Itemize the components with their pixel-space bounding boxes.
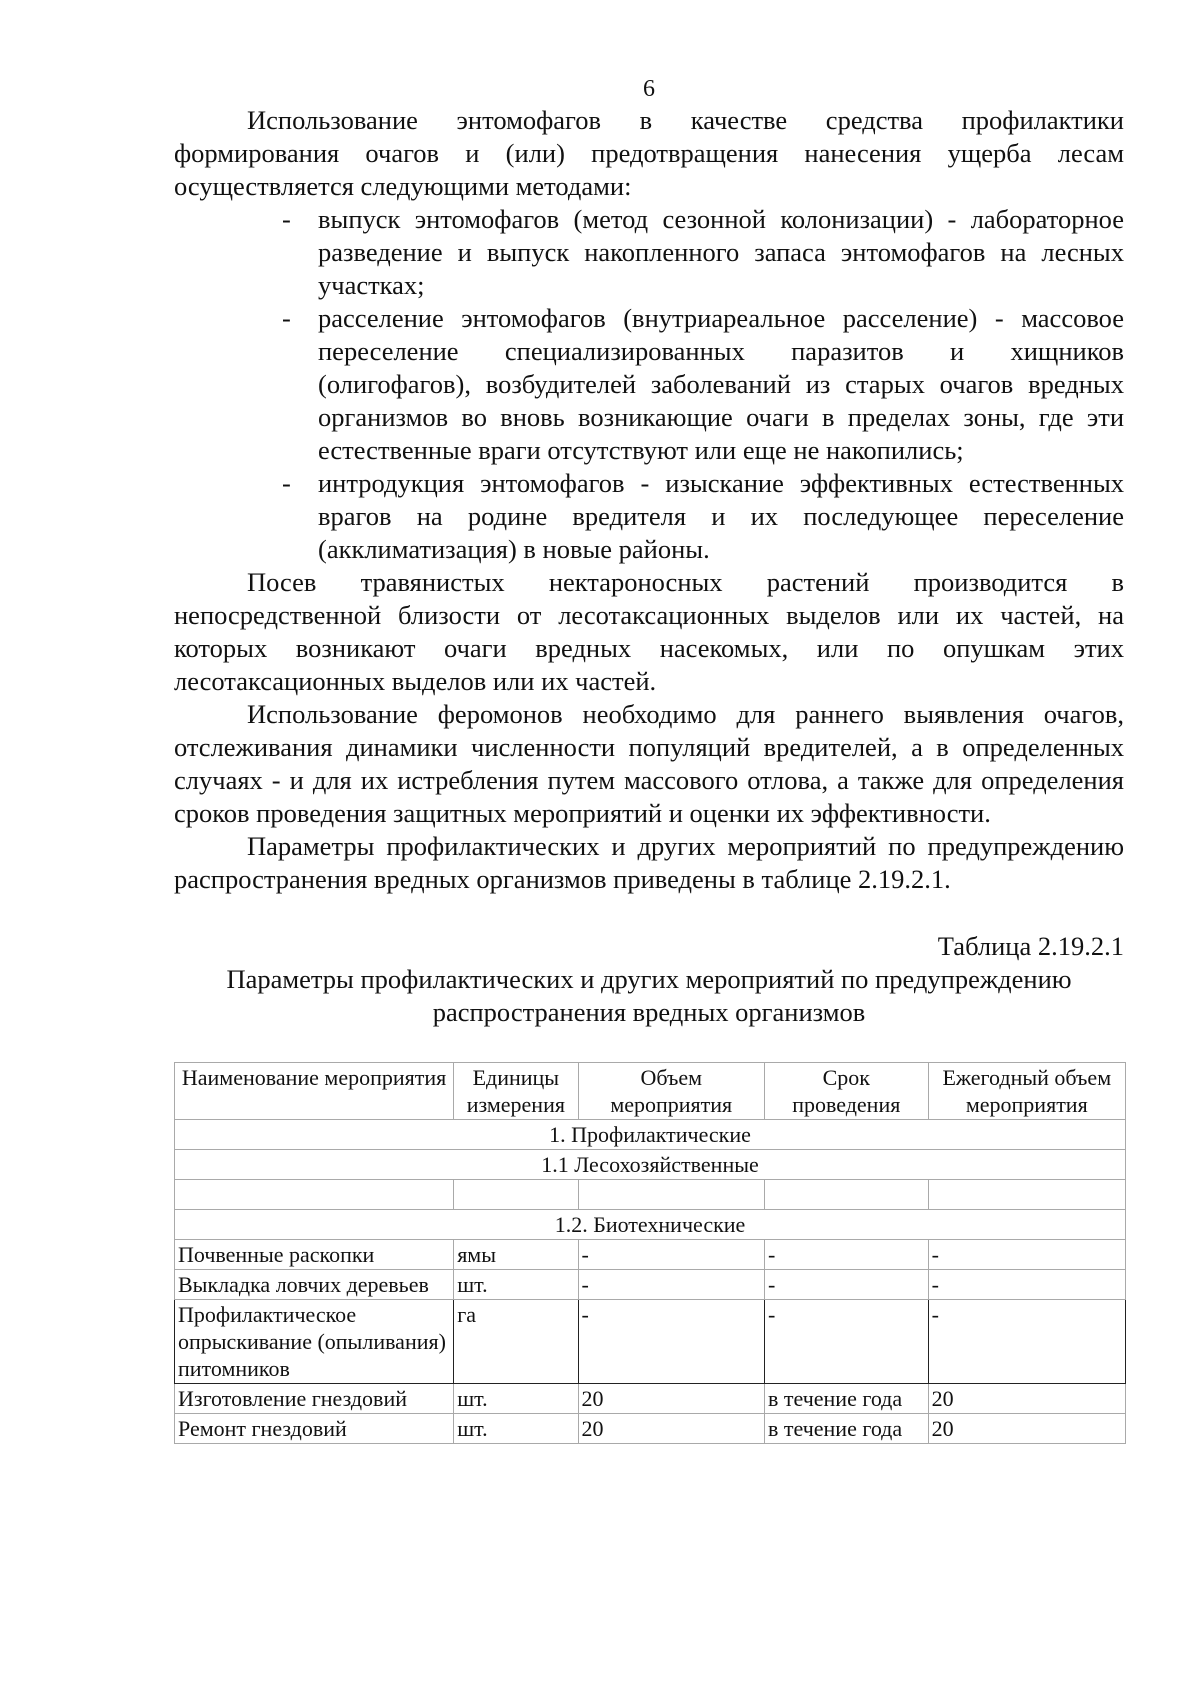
table-cell <box>764 1180 928 1210</box>
table-cell: Ремонт гнездовий <box>175 1414 454 1444</box>
method-text: расселение энтомофагов (внутриареальное расселение) - массовое переселение специализированных паразитов и хищников (олигофагов), возбудителей заболеваний из старых очагов вредных организмов во вновь возникающие очаги в пределах зоны, где эти естественные враги отсутствуют или еще не накопились; <box>318 303 1124 465</box>
table-cell: - <box>928 1240 1125 1270</box>
table-cell: - <box>928 1300 1125 1384</box>
paragraph-pheromones: Использование феромонов необходимо для раннего выявления очагов, отслеживания динамики численности популяций вредителей, а в определенных случаях - и для их истребления путем массового отлова, а также для определения сроков проведения защитных мероприятий и оценки их эффективности. <box>174 699 1124 828</box>
table-cell: - <box>764 1270 928 1300</box>
header-term: Срок проведения <box>764 1063 928 1120</box>
table-cell: га <box>454 1300 578 1384</box>
table-cell: 20 <box>578 1414 764 1444</box>
table-cell: в течение года <box>764 1414 928 1444</box>
method-item <box>282 302 1124 467</box>
table-cell <box>578 1180 764 1210</box>
table-cell: - <box>578 1270 764 1300</box>
table-cell <box>454 1180 578 1210</box>
table-cell: - <box>928 1270 1125 1300</box>
table-cell: 20 <box>578 1384 764 1414</box>
methods-list <box>174 203 1124 566</box>
table-cell: ямы <box>454 1240 578 1270</box>
header-units: Единицы измерения <box>454 1063 578 1120</box>
list-dash: - <box>282 204 291 234</box>
table-caption: Таблица 2.19.2.1 <box>937 931 1124 961</box>
table-header-row <box>175 1063 1126 1120</box>
table-cell: 20 <box>928 1384 1125 1414</box>
header-name: Наименование мероприятия <box>175 1063 454 1120</box>
section-row <box>175 1210 1126 1240</box>
table-cell: - <box>764 1240 928 1270</box>
paragraph-sowing: Посев травянистых нектароносных растений производится в непосредственной близости от лесотаксационных выделов или их частей, на которых возникают очаги вредных насекомых, или по опушкам этих лесотаксационных выделов или их частей. <box>174 567 1124 696</box>
method-text: выпуск энтомофагов (метод сезонной колонизации) - лабораторное разведение и выпуск накопленного запаса энтомофагов на лесных участках; <box>318 204 1124 300</box>
section-row <box>175 1120 1126 1150</box>
table-row <box>175 1240 1126 1270</box>
section-forestry: 1.1 Лесохозяйственные <box>175 1150 1126 1180</box>
table-row <box>175 1384 1126 1414</box>
table-cell: Почвенные раскопки <box>175 1240 454 1270</box>
paragraph-table-reference: Параметры профилактических и других мероприятий по предупреждению распространения вредных организмов приведены в таблице 2.19.2.1. <box>174 831 1124 894</box>
header-volume: Объем мероприятия <box>578 1063 764 1120</box>
table-cell <box>928 1180 1125 1210</box>
section-biotechnical: 1.2. Биотехнические <box>175 1210 1126 1240</box>
table-cell: шт. <box>454 1414 578 1444</box>
table-cell: шт. <box>454 1270 578 1300</box>
method-item <box>282 203 1124 302</box>
table-cell: 20 <box>928 1414 1125 1444</box>
method-item <box>282 467 1124 566</box>
empty-row <box>175 1180 1126 1210</box>
list-dash: - <box>282 303 291 333</box>
table-cell: - <box>764 1300 928 1384</box>
parameters-table <box>174 1062 1126 1444</box>
section-preventive: 1. Профилактические <box>175 1120 1126 1150</box>
table-cell <box>175 1180 454 1210</box>
table-cell: - <box>578 1300 764 1384</box>
body-text <box>174 104 1124 896</box>
table-title: Параметры профилактических и других мероприятий по предупреждению распространения вредных организмов <box>226 964 1072 1027</box>
table-row <box>175 1300 1126 1384</box>
document-page <box>174 64 1124 1444</box>
table-cell: - <box>578 1240 764 1270</box>
table-cell: Изготовление гнездовий <box>175 1384 454 1414</box>
page-number: 6 <box>643 76 655 102</box>
section-row <box>175 1150 1126 1180</box>
table-row <box>175 1414 1126 1444</box>
table-row <box>175 1270 1126 1300</box>
method-text: интродукция энтомофагов - изыскание эффективных естественных врагов на родине вредителя и их последующее переселение (акклиматизация) в новые районы. <box>318 468 1124 564</box>
list-dash: - <box>282 468 291 498</box>
table-cell: в течение года <box>764 1384 928 1414</box>
table-cell: Выкладка ловчих деревьев <box>175 1270 454 1300</box>
intro-paragraph: Использование энтомофагов в качестве средства профилактики формирования очагов и (или) предотвращения нанесения ущерба лесам осуществляется следующими методами: <box>174 105 1124 201</box>
table-cell: шт. <box>454 1384 578 1414</box>
header-annual-volume: Ежегодный объем мероприятия <box>928 1063 1125 1120</box>
table-cell: Профилактическое опрыскивание (опыливания) питомников <box>175 1300 454 1384</box>
